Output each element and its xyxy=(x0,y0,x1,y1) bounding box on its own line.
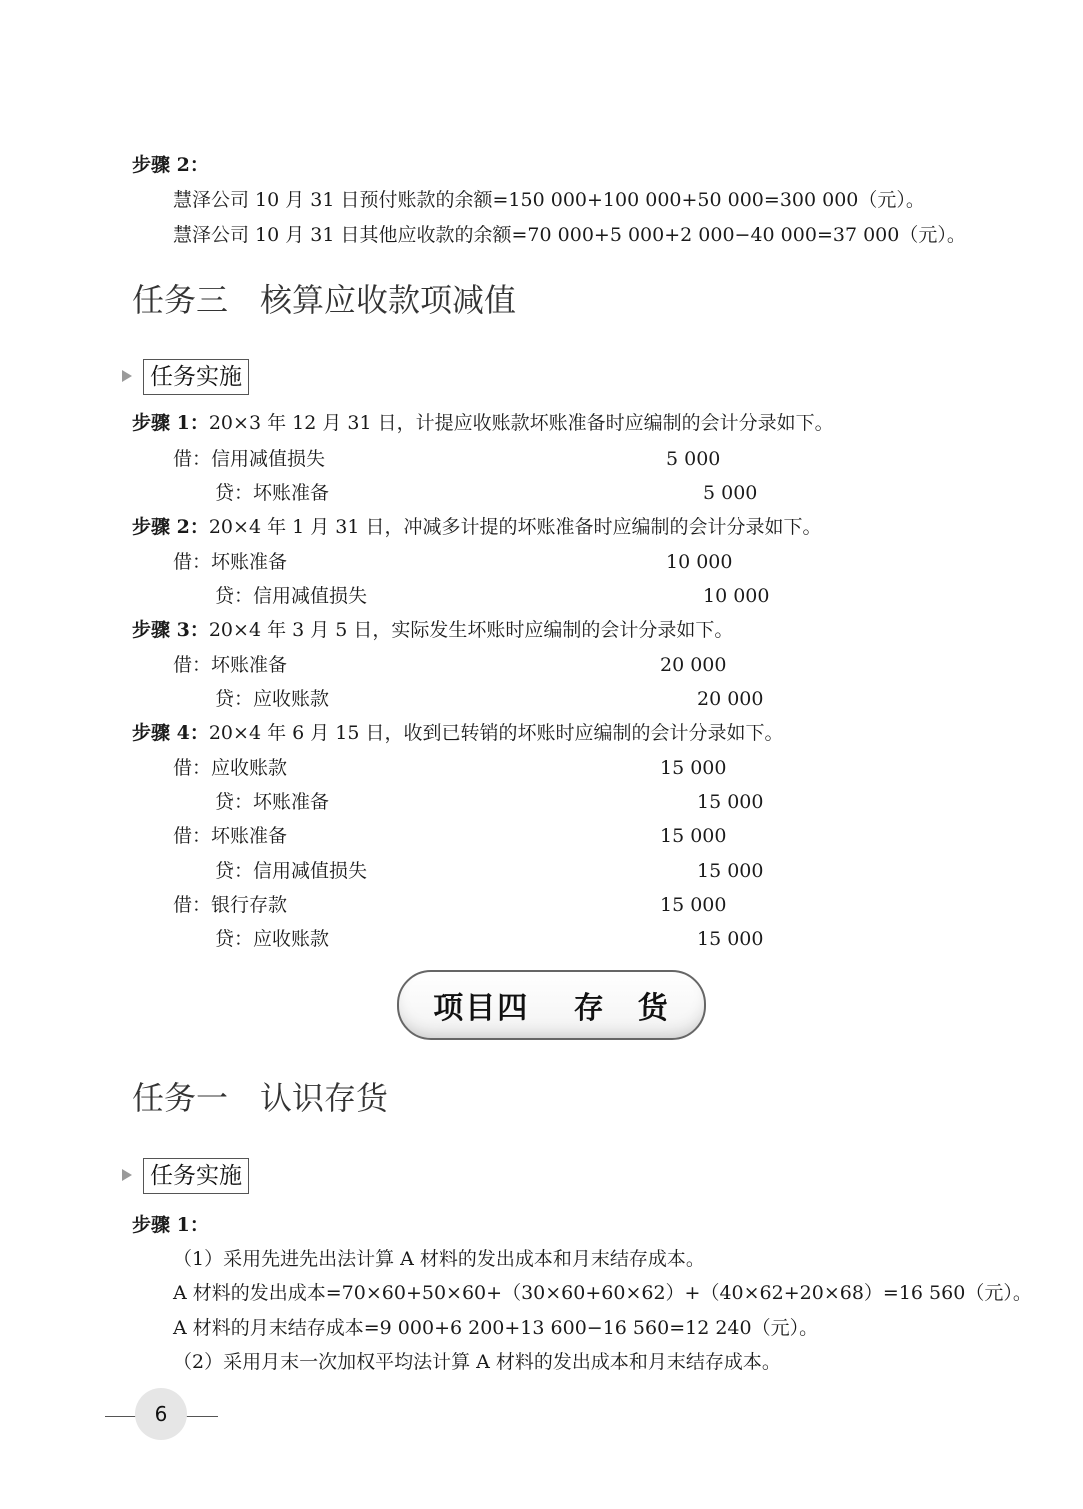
step-label: 步骤 2： xyxy=(132,516,209,538)
page-number-rule-left xyxy=(105,1416,137,1417)
fifo-issue-cost: A 材料的发出成本=70×60+50×60+（30×60+60×62）+（40×62+20×68）=16 560（元）。 xyxy=(173,1282,1032,1304)
page-number: 6 xyxy=(135,1388,187,1440)
entry-amount: 15 000 xyxy=(660,894,727,916)
journal-entry-credit: 贷：信用减值损失 xyxy=(215,585,368,607)
journal-entry-debit: 借：坏账准备 xyxy=(173,654,288,676)
entry-amount: 20 000 xyxy=(660,654,727,676)
entry-amount: 10 000 xyxy=(703,585,770,607)
journal-entry-debit: 借：坏账准备 xyxy=(173,551,288,573)
task3-step1 xyxy=(132,411,834,435)
journal-entry-debit: 借：坏账准备 xyxy=(173,825,288,847)
entry-amount: 5 000 xyxy=(666,448,721,470)
task-implementation-label: 任务实施 xyxy=(143,359,249,395)
account-name: 坏账准备 xyxy=(211,551,288,573)
prepaid-balance-line: 慧泽公司 10 月 31 日预付账款的余额=150 000+100 000+50 000=300 000（元）。 xyxy=(173,189,925,211)
page-number-rule-right xyxy=(186,1416,218,1417)
account-name: 坏账准备 xyxy=(253,791,330,813)
account-name: 银行存款 xyxy=(211,894,288,916)
account-name: 信用减值损失 xyxy=(253,585,368,607)
other-receivables-line: 慧泽公司 10 月 31 日其他应收款的余额=70 000+5 000+2 000−40 000=37 000（元）。 xyxy=(173,224,966,246)
step-label: 步骤 3： xyxy=(132,619,209,641)
task-implementation-label: 任务实施 xyxy=(143,1158,249,1194)
weighted-average-heading: （2）采用月末一次加权平均法计算 A 材料的发出成本和月末结存成本。 xyxy=(173,1351,781,1373)
entry-amount: 15 000 xyxy=(660,825,727,847)
account-name: 信用减值损失 xyxy=(211,448,326,470)
journal-entry-debit: 借：信用减值损失 xyxy=(173,448,326,470)
fifo-ending-cost: A 材料的月末结存成本=9 000+6 200+13 600−16 560=12 240（元）。 xyxy=(173,1317,819,1339)
account-name: 应收账款 xyxy=(211,757,288,779)
entry-amount: 15 000 xyxy=(660,757,727,779)
step-1-label: 步骤 1： xyxy=(132,1214,209,1236)
journal-entry-credit: 贷：应收账款 xyxy=(215,688,330,710)
task3-step3 xyxy=(132,618,733,642)
journal-entry-debit: 借：应收账款 xyxy=(173,757,288,779)
entry-amount: 15 000 xyxy=(697,860,764,882)
entry-amount: 10 000 xyxy=(666,551,733,573)
account-name: 信用减值损失 xyxy=(253,860,368,882)
project-banner xyxy=(397,970,706,1040)
step-label: 步骤 1： xyxy=(132,412,209,434)
account-name: 坏账准备 xyxy=(211,654,288,676)
task1-title: 任务一 认识存货 xyxy=(132,1079,389,1117)
task3-step2 xyxy=(132,515,822,539)
journal-entry-credit: 贷：应收账款 xyxy=(215,928,330,950)
entry-amount: 15 000 xyxy=(697,791,764,813)
triangle-marker-icon xyxy=(122,1169,132,1181)
entry-amount: 5 000 xyxy=(703,482,758,504)
triangle-marker-icon xyxy=(122,370,132,382)
journal-entry-debit: 借：银行存款 xyxy=(173,894,288,916)
project-number: 项目四 xyxy=(433,991,530,1026)
step-label: 步骤 4： xyxy=(132,722,209,744)
account-name: 坏账准备 xyxy=(211,825,288,847)
entry-amount: 20 000 xyxy=(697,688,764,710)
project-name: 存 货 xyxy=(573,991,670,1026)
fifo-heading: （1）采用先进先出法计算 A 材料的发出成本和月末结存成本。 xyxy=(173,1248,705,1270)
account-name: 应收账款 xyxy=(253,928,330,950)
step-text: 20×4 年 3 月 5 日，实际发生坏账时应编制的会计分录如下。 xyxy=(208,619,734,641)
entry-amount: 15 000 xyxy=(697,928,764,950)
account-name: 坏账准备 xyxy=(253,482,330,504)
step-2-label: 步骤 2： xyxy=(132,154,209,176)
journal-entry-credit: 贷：坏账准备 xyxy=(215,482,330,504)
step-text: 20×3 年 12 月 31 日，计提应收账款坏账准备时应编制的会计分录如下。 xyxy=(208,412,834,434)
task3-step4 xyxy=(132,721,784,745)
journal-entry-credit: 贷：坏账准备 xyxy=(215,791,330,813)
step-text: 20×4 年 1 月 31 日，冲减多计提的坏账准备时应编制的会计分录如下。 xyxy=(208,516,822,538)
step-text: 20×4 年 6 月 15 日，收到已转销的坏账时应编制的会计分录如下。 xyxy=(208,722,784,744)
journal-entry-credit: 贷：信用减值损失 xyxy=(215,860,368,882)
task3-title: 任务三 核算应收款项减值 xyxy=(132,281,517,319)
account-name: 应收账款 xyxy=(253,688,330,710)
